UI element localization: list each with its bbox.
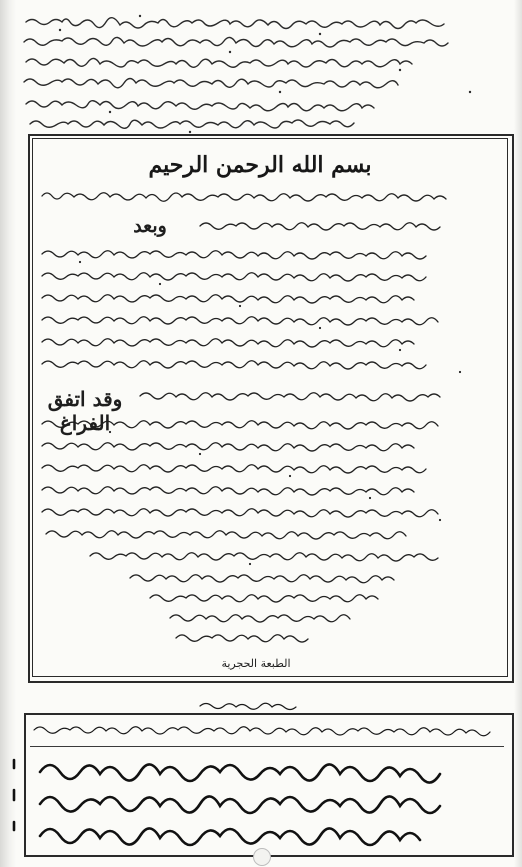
section-heading-intro: وبعد [133, 215, 167, 237]
colophon-line: الطبعة الحجرية [221, 657, 291, 670]
basmala-heading: بسم الله الرحمن الرحيم [148, 152, 372, 178]
section-heading-completion: وقد اتفق الفراغ [47, 387, 123, 435]
punch-hole [253, 848, 271, 866]
